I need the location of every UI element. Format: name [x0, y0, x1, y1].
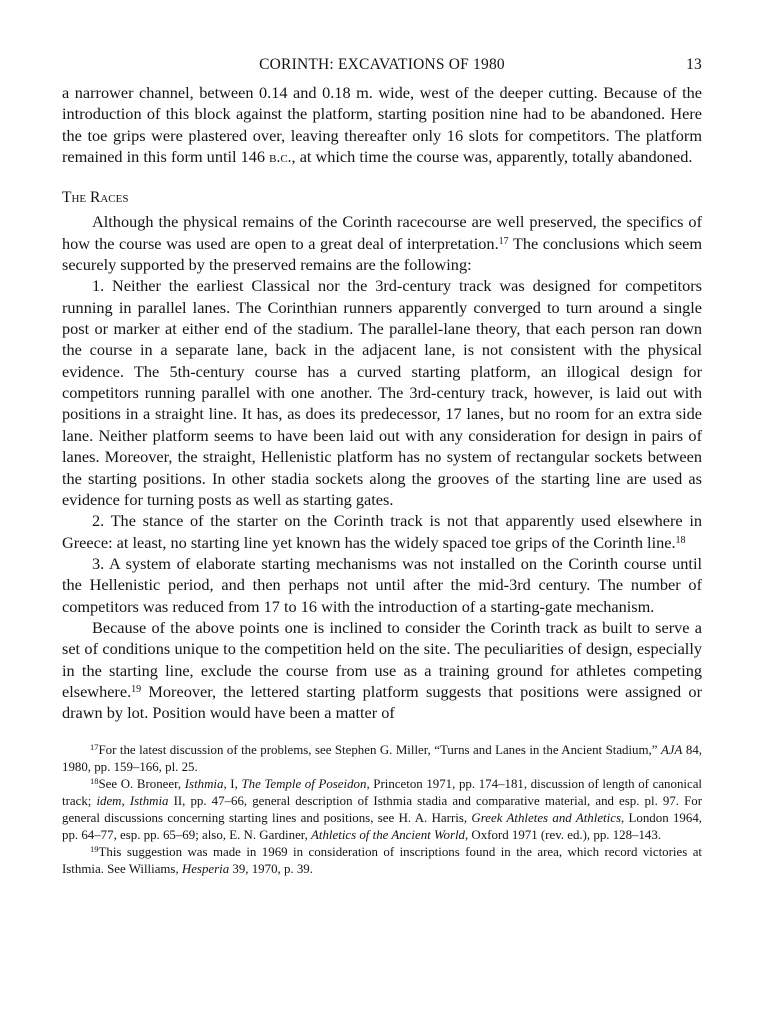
- page-number: 13: [686, 56, 702, 73]
- footnote-17-text: For the latest discussion of the problems, see Stephen G. Miller, “Turns and Lanes in the Ancient Stadium,”: [98, 742, 661, 757]
- footnote-19-number: 19: [90, 844, 99, 855]
- footnote-18-title-isthmia-2: Isthmia: [129, 793, 169, 808]
- p1-text: Although the physical remains of the Corinth racecourse are well preserved, the specifics of how the course was used are open to a great deal of interpretation.: [62, 212, 702, 253]
- paragraph-interpretation: [62, 211, 702, 275]
- footnote-ref-19: 19: [131, 683, 142, 695]
- footnote-17-journal: AJA: [660, 742, 683, 757]
- paragraph-conclusion: [62, 617, 702, 724]
- intro-text-b: , at which time the course was, apparently, totally abandoned.: [291, 147, 693, 167]
- footnote-19-text: This suggestion was made in 1969 in consideration of inscriptions found in the area, which record victories at Isthmia. See Williams,: [62, 845, 702, 877]
- footnote-18-text-b: , I,: [223, 776, 242, 791]
- p1-tail: The conclusions which seem securely supported by the preserved remains are the following:: [62, 233, 702, 275]
- p5-tail: Moreover, the lettered starting platform suggests that positions were assigned or drawn by lot. Position would have been a matter of: [62, 681, 702, 723]
- footnote-18-title-temple: The Temple of Poseidon: [241, 776, 367, 791]
- paragraph-point-3: 3. A system of elaborate starting mechanisms was not installed on the Corinth course until the Hellenistic period, and then perhaps not until after the mid-3rd century. The number of competitors was reduced from 17 to 16 with the introduction of a starting-gate mechanism.: [62, 553, 702, 616]
- footnote-17-citation: 84, 1980, pp. 159–166, pl. 25.: [62, 742, 702, 774]
- page: [62, 56, 702, 878]
- intro-text-a: a narrower channel, between 0.14 and 0.18 m. wide, west of the deeper cutting. Because of the introduction of this block against the platform, starting position nine had to be abandoned. Here the toe grips were plastered over, leaving thereafter only 16 slots for competitors. The platform remained in this form until 146: [62, 83, 702, 167]
- footnote-17-number: 17: [90, 741, 99, 752]
- footnote-18: [62, 776, 702, 844]
- footnote-18-title-athletics: Athletics of the Ancient World: [311, 828, 465, 843]
- footnotes: [62, 742, 702, 879]
- bc-abbrev: b.c.: [269, 149, 292, 167]
- running-head: [62, 56, 702, 82]
- p3-text: 2. The stance of the starter on the Corinth track is not that apparently used elsewhere in Greece: at least, no starting line yet known has the widely spaced toe grips of the Corinth line.: [62, 511, 702, 552]
- section-heading: The Races: [62, 189, 129, 207]
- p5-text: Because of the above points one is inclined to consider the Corinth track as built to serve a set of conditions unique to the competition held on the site. The peculiarities of design, especially in the starting line, exclude the course from use as a training ground for athletes competing elsewhere.: [62, 617, 702, 701]
- paragraph-point-2: [62, 510, 702, 553]
- footnote-18-text-c: , Princeton 1971, pp. 174–181, discussion of length of canonical track;: [62, 776, 702, 808]
- footnote-18-text-e: II, pp. 47–66, general description of Isthmia stadia and comparative material, and esp. pl. 97. For general discussions concerning starting lines and positions, see H. A. Harris,: [62, 793, 702, 825]
- footnote-18-text-f: , London 1964, pp. 64–77, esp. pp. 65–69; also, E. N. Gardiner,: [62, 811, 702, 843]
- intro-paragraph: [62, 82, 702, 168]
- footnote-17: [62, 742, 702, 776]
- footnote-19-citation: 39, 1970, p. 39.: [229, 862, 313, 877]
- footnote-18-title-greek-athletes: Greek Athletes and Athletics: [471, 811, 621, 825]
- footnote-18-text-g: , Oxford 1971 (rev. ed.), pp. 128–143.: [464, 828, 662, 843]
- footnote-18-text-a: See O. Broneer,: [98, 776, 185, 791]
- footnote-19-journal: Hesperia: [181, 862, 230, 877]
- running-title: CORINTH: EXCAVATIONS OF 1980: [259, 56, 505, 73]
- paragraph-point-1: 1. Neither the earliest Classical nor the 3rd-century track was designed for competitors running in parallel lanes. The Corinthian runners apparently converged to turn around a single post or marker at either end of the stadium. The parallel-lane theory, that each person ran down the course in a separate lane, back in the adjacent lane, is not consistent with the physical evidence. The 5th-century course has a curved starting platform, an illogical design for competitors running parallel with one another. The 3rd-century track, however, is laid out with positions in a straight line. It has, as does its predecessor, 17 lanes, but no room for an extra side lane. Neither platform seems to have been laid out with any consideration for design in pairs of lanes. Moreover, the straight, Hellenistic platform has no system of rectangular sockets between the starting positions. In other stadia sockets along the grooves of the starting line are used as evidence for turning posts as well as starting gates.: [62, 276, 702, 509]
- footnote-19: [62, 844, 702, 878]
- footnote-18-text-d: ,: [121, 793, 130, 808]
- footnote-ref-18: 18: [675, 534, 686, 546]
- footnote-18-title-isthmia: Isthmia: [184, 776, 224, 791]
- footnote-ref-17: 17: [498, 235, 509, 247]
- footnote-18-number: 18: [90, 775, 99, 786]
- footnote-18-idem: idem: [96, 793, 122, 808]
